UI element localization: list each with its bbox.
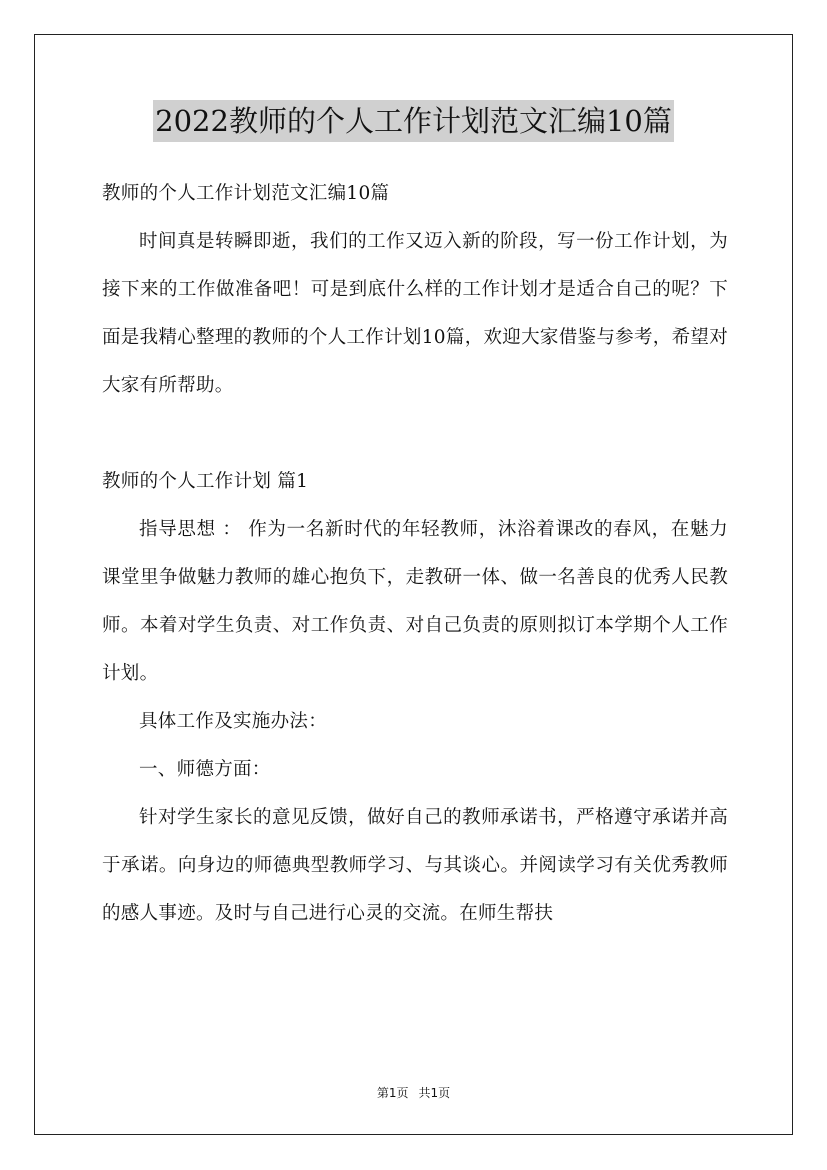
- document-title: 2022教师的个人工作计划范文汇编10篇: [153, 100, 674, 142]
- methods-heading: 具体工作及实施办法：: [139, 711, 328, 732]
- document-body: [102, 170, 728, 938]
- page-number: 第1页: [376, 1086, 409, 1100]
- intro-paragraph: 时间真是转瞬即逝，我们的工作又迈入新的阶段，写一份工作计划，为接下来的工作做准备吧！可是到底什么样的工作计划才是适合自己的呢？下面是我精心整理的教师的个人工作计划10篇，欢迎大家借鉴与参考，希望对大家有所帮助。: [102, 231, 728, 396]
- guiding-thought-paragraph: 指导思想 ： 作为一名新时代的年轻教师，沐浴着课改的春风，在魅力课堂里争做魅力教师的雄心抱负下，走教研一体、做一名善良的优秀人民教师。本着对学生负责、对工作负责、对自己负责的原则拟订本学期个人工作计划。: [102, 519, 728, 684]
- page-footer: [0, 1084, 827, 1101]
- title-container: [0, 100, 827, 142]
- paragraph-gap: [102, 410, 728, 458]
- page-total: 共1页: [418, 1086, 451, 1100]
- ethics-heading: 一、师德方面：: [139, 759, 271, 780]
- ethics-paragraph: 针对学生家长的意见反馈，做好自己的教师承诺书，严格遵守承诺并高于承诺。向身边的师德典型教师学习、与其谈心。并阅读学习有关优秀教师的感人事迹。及时与自己进行心灵的交流。在师生帮扶: [102, 807, 728, 924]
- section-heading: 教师的个人工作计划 篇1: [102, 471, 309, 492]
- document-subtitle: 教师的个人工作计划范文汇编10篇: [102, 183, 390, 204]
